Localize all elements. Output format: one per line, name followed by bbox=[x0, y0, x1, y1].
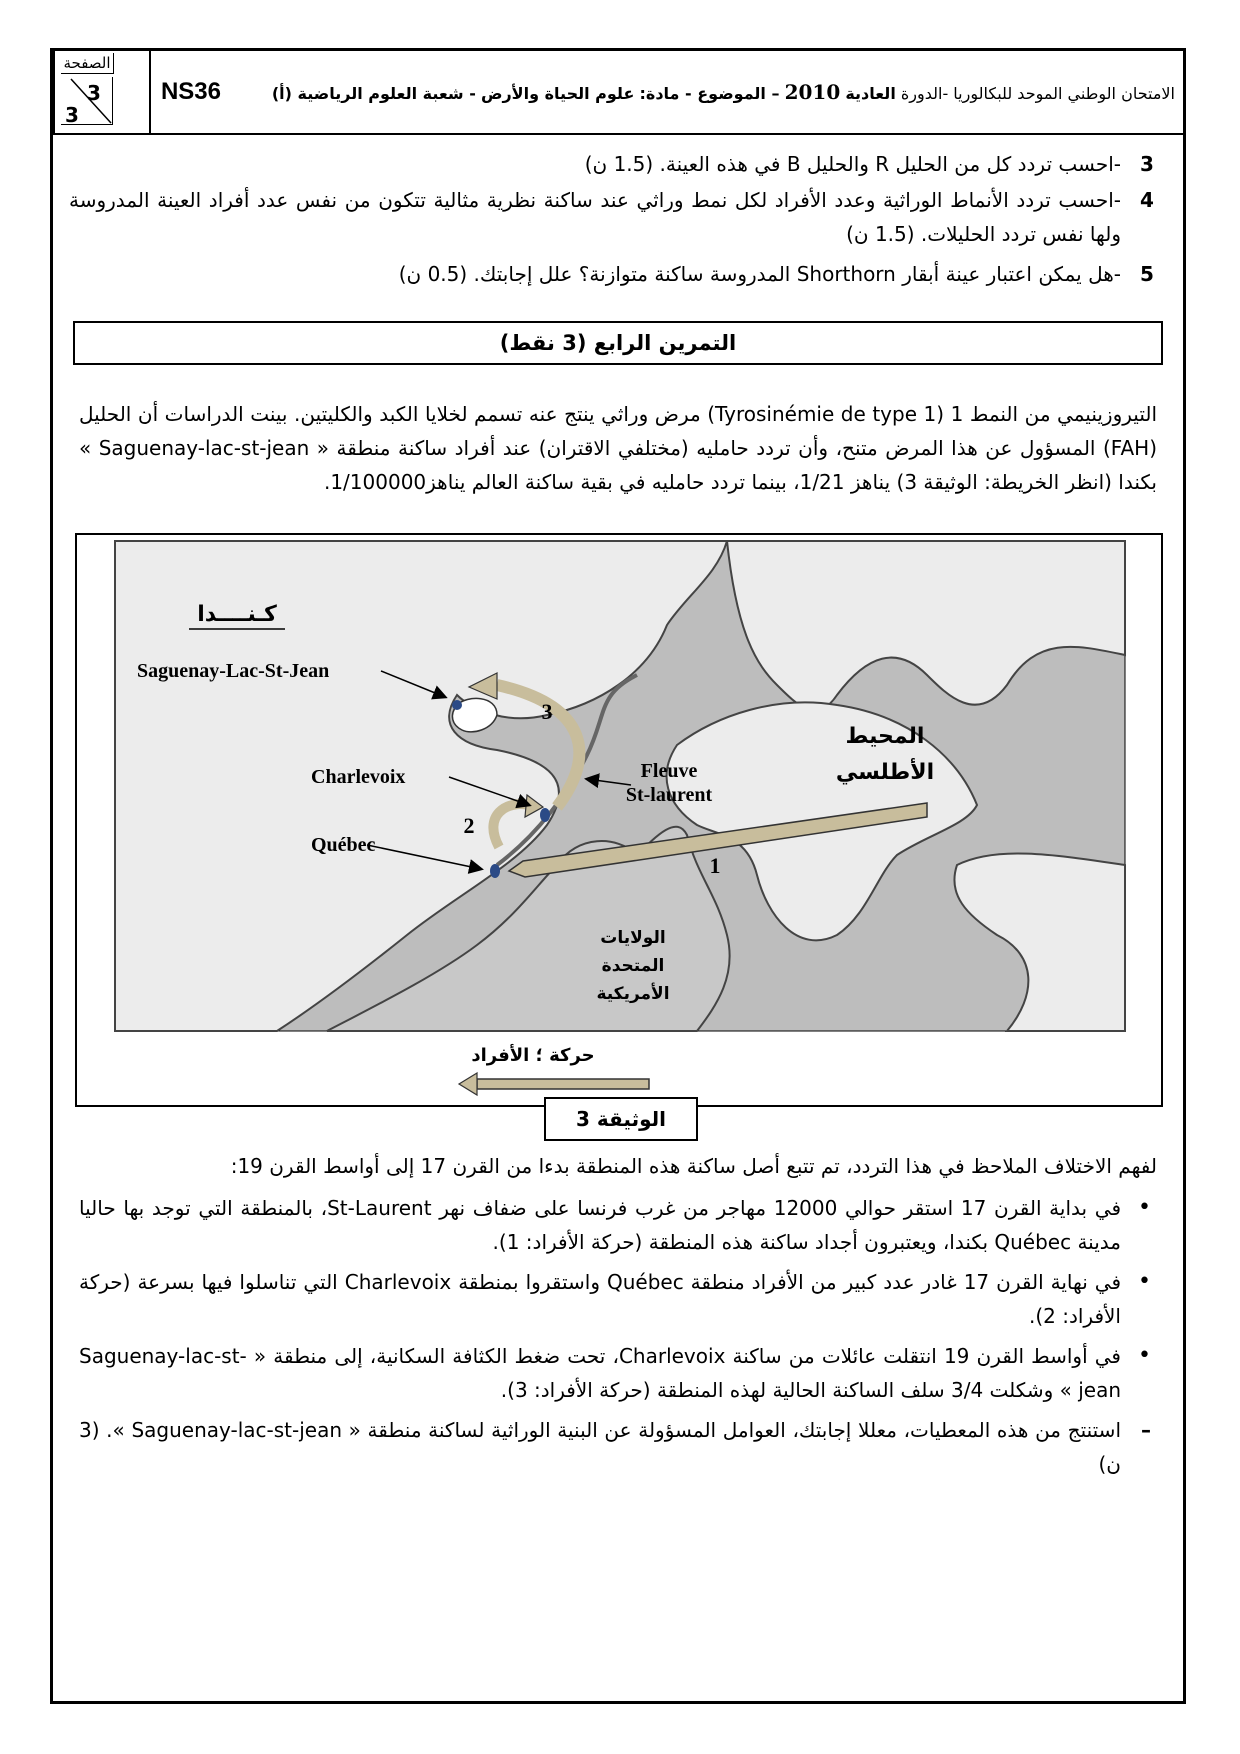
page-label: الصفحة bbox=[61, 53, 114, 74]
exercise-intro: التيروزينيمي من النمط 1 (Tyrosinémie de type 1) مرض وراثي ينتج عنه تسمم لخلايا الكبد والكليتين. بينت الدراسات أن الحليل (FAH) المسؤول عن هذا المرض متنح، وأن تردد حامليه (مختلفي الاقتران) عند أفراد ساكنة منطقة « Saguenay-lac-st-jean » بكندا (انظر الخريطة: الوثيقة 3) يناهز 1/21، بينما تردد حامليه في بقية ساكنة العالم يناهز1/100000. bbox=[79, 402, 1158, 494]
label-move-1: 1 bbox=[709, 853, 721, 878]
exam-title: الامتحان الوطني الموحد للبكالوريا -الدورة العادية 2010 – الموضوع - مادة: علوم الحياة والأرض - شعبة العلوم الرياضية (أ) bbox=[271, 80, 1175, 104]
final-task: – استنتج من هذه المعطيات، معللا إجابتك، العوامل المسؤولة عن البنية الوراثية لساكنة منطقة « Saguenay-lac-st-jean ». (3 ن) bbox=[79, 1418, 1151, 1476]
dot-quebec bbox=[490, 864, 500, 878]
list-item: • في نهاية القرن 17 غادر عدد كبير من الأفراد منطقة Québec واستقروا بمنطقة Charlevoix التي تناسلوا فيها بسرعة (حركة الأفراد: 2). bbox=[79, 1265, 1157, 1333]
label-usa-2: المتحدة bbox=[601, 956, 665, 976]
label-ocean-1: المحيط bbox=[845, 724, 925, 749]
legend-label: حركة ؛ الأفراد bbox=[471, 1045, 595, 1066]
page-total: 3 bbox=[65, 103, 79, 127]
legend-arrow-body bbox=[477, 1079, 649, 1089]
question-4: 4 -احسب تردد الأنماط الوراثية وعدد الأفراد لكل نمط وراثي عند ساكنة نظرية مثالية تتكون من نفس عدد أفراد العينة المدروسة ولها نفس تردد الحليلات. (1.5 ن) bbox=[69, 188, 1154, 246]
label-fleuve-2: St-laurent bbox=[625, 784, 713, 806]
map-figure bbox=[77, 535, 1167, 1105]
question-5: 5 -هل يمكن اعتبار عينة أبقار Shorthorn المدروسة ساكنة متوازنة؟ علل إجابتك. (0.5 ن) bbox=[398, 262, 1154, 286]
exercise-title: التمرين الرابع (3 نقط) bbox=[73, 321, 1163, 365]
page-number-box bbox=[53, 51, 145, 133]
label-ocean-2: الأطلسي bbox=[835, 760, 935, 785]
dot-charlevoix bbox=[540, 808, 550, 822]
page-frame bbox=[50, 48, 1186, 1704]
legend-arrow-head bbox=[459, 1073, 477, 1095]
label-charlevoix: Charlevoix bbox=[311, 766, 406, 788]
label-move-2: 2 bbox=[463, 813, 475, 838]
document-label: الوثيقة 3 bbox=[544, 1097, 698, 1141]
exam-header bbox=[53, 51, 1183, 135]
map-document-3 bbox=[75, 533, 1163, 1107]
history-list bbox=[79, 1191, 1157, 1407]
label-fleuve-1: Fleuve bbox=[640, 760, 698, 782]
list-item: • في أواسط القرن 19 انتقلت عائلات من ساكنة Charlevoix، تحت ضغط الكثافة السكانية، إلى منطقة « Saguenay-lac-st-jean » وشكلت 3/4 سلف الساكنة الحالية لهذه المنطقة (حركة الأفراد: 3). bbox=[79, 1339, 1157, 1407]
label-saguenay: Saguenay-Lac-St-Jean bbox=[137, 660, 330, 682]
label-usa-3: الأمريكية bbox=[596, 984, 670, 1004]
exam-code: NS36 bbox=[149, 51, 231, 133]
dot-saguenay bbox=[452, 700, 462, 710]
label-canada: كـنــــدا bbox=[197, 602, 277, 627]
question-3: 3 -احسب تردد كل من الحليل R والحليل B في هذه العينة. (1.5 ن) bbox=[584, 152, 1154, 176]
label-move-3: 3 bbox=[541, 699, 553, 724]
page-current: 3 bbox=[87, 81, 101, 105]
list-item: • في بداية القرن 17 استقر حوالي 12000 مهاجر من غرب فرنسا على ضفاف نهر St-Laurent، بالمنطقة التي توجد بها حاليا مدينة Québec بكندا، ويعتبرون أجداد ساكنة هذه المنطقة (حركة الأفراد: 1). bbox=[79, 1191, 1157, 1259]
body-intro: لفهم الاختلاف الملاحظ في هذا التردد، تم تتبع أصل ساكنة هذه المنطقة بدءا من القرن 17 إلى أواسط القرن 19: bbox=[230, 1154, 1157, 1178]
label-usa-1: الولايات bbox=[600, 928, 666, 948]
label-quebec: Québec bbox=[311, 834, 376, 856]
exercise-body bbox=[79, 1149, 1157, 1481]
